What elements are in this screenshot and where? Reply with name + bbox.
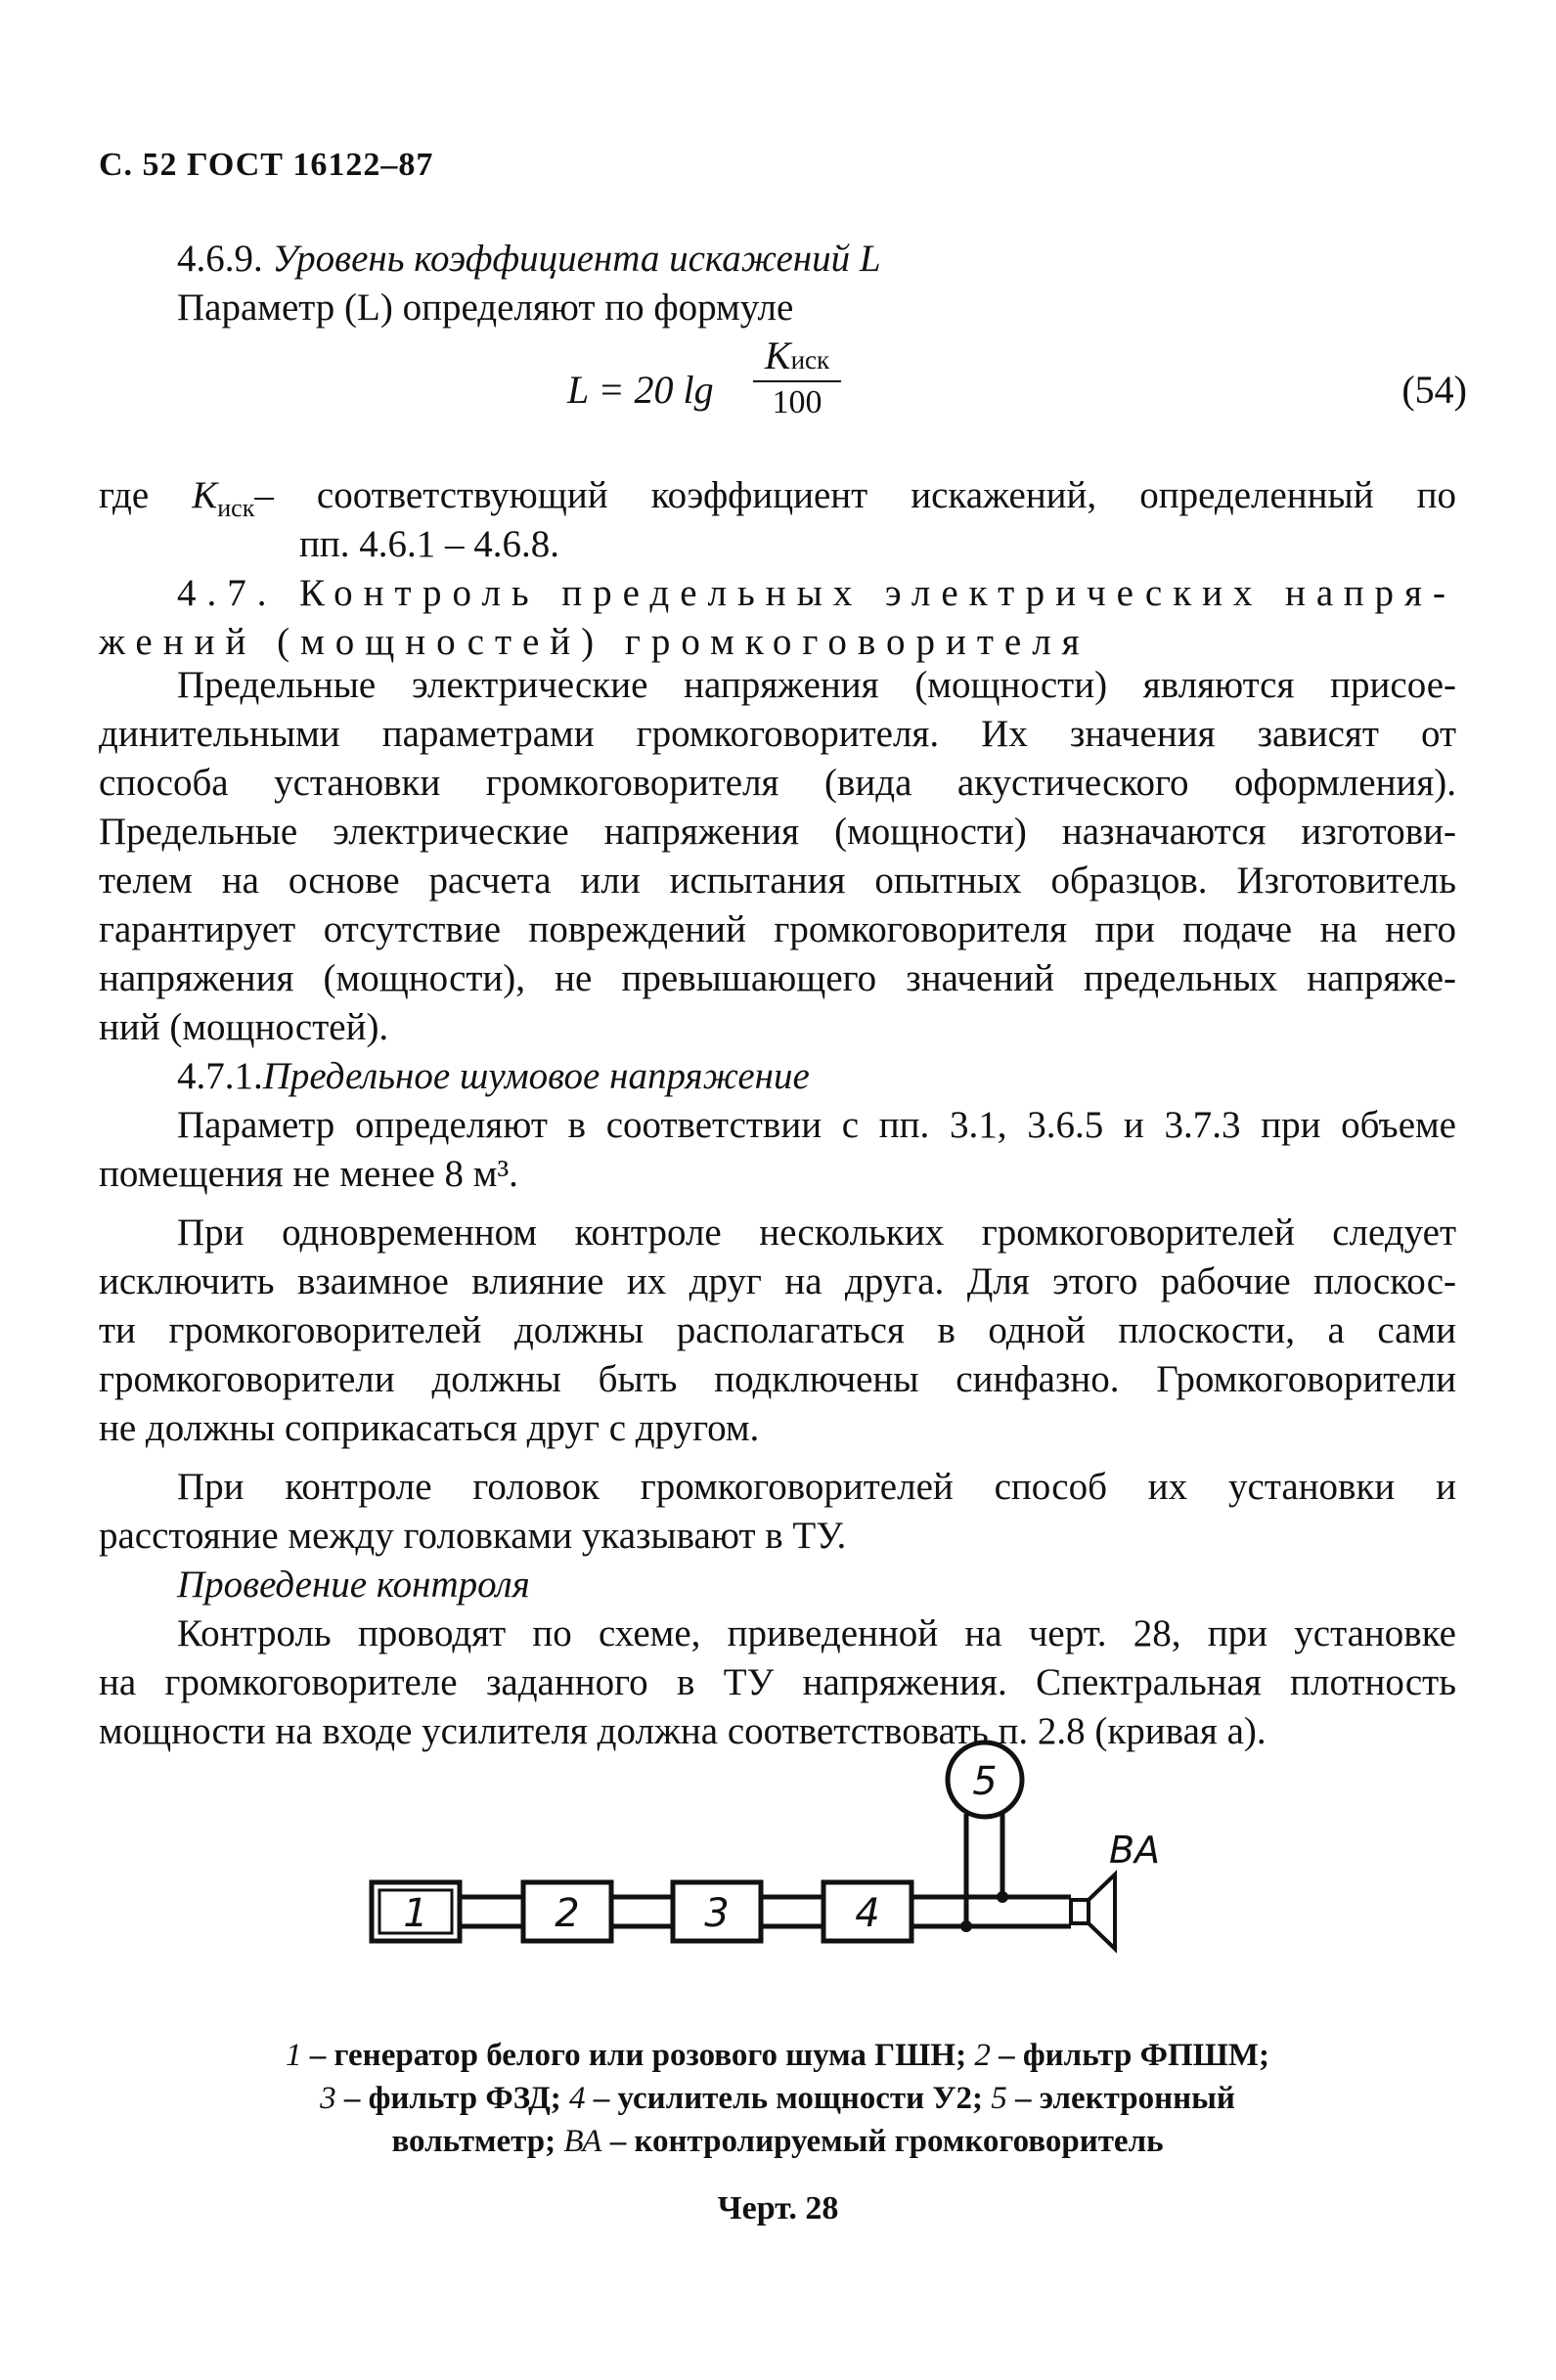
paragraph-line: на громкоговорителе заданного в ТУ напряжения. Спектральная плотность [99, 1661, 1456, 1703]
formula-number: (54) [1401, 368, 1467, 412]
legend-number: 3 [320, 2081, 336, 2116]
paragraph-line: ти громкоговорителей должны располагаться в одной плоскости, а сами [99, 1309, 1456, 1351]
where-k-sub: иск [217, 493, 255, 522]
section-title: Предельное шумовое напряжение [262, 1055, 810, 1097]
formula-numerator-sub: иск [790, 345, 830, 375]
paragraph-line: ний (мощностей). [99, 1006, 389, 1048]
section-number: 4.6.9. [177, 238, 263, 280]
paragraph-line: способа установки громкоговорителя (вида акустического оформления). [99, 762, 1456, 804]
block-3-label: 3 [704, 1891, 730, 1936]
section-4-7-1-title [99, 1052, 1456, 1101]
formula-numerator-k: K [764, 333, 791, 377]
paragraph-line: напряжения (мощности), не превышающего значений предельных напряже- [99, 957, 1456, 999]
paragraph-line: Контроль проводят по схеме, приведенной на черт. 28, при установке [177, 1612, 1456, 1654]
formula-lhs: L = 20 lg [567, 368, 714, 412]
voltmeter-label: 5 [972, 1759, 998, 1804]
legend-text: – фильтр ФПШМ; [990, 2038, 1269, 2073]
legend-number: 2 [974, 2038, 991, 2073]
legend-number: 1 [285, 2038, 302, 2073]
paragraph-line: громкоговорители должны быть подключены синфазно. Громкоговорители [99, 1358, 1456, 1400]
paragraph-line: При контроле головок громкоговорителей способ их установки и [177, 1466, 1456, 1508]
figure-legend-line-1 [147, 2034, 1408, 2077]
paragraph-line: динительными параметрами громкоговорителя. Их значения зависят от [99, 713, 1456, 755]
speaker-label: ВА [1108, 1829, 1161, 1872]
figure-label: Черт. 28 [717, 2190, 839, 2226]
where-text: – соответствующий коэффициент искажений, определенный по [254, 474, 1456, 516]
formula-fraction [753, 332, 841, 421]
paragraph-line: расстояние между головками указывают в ТУ. [99, 1515, 847, 1557]
speaker-body [1071, 1900, 1089, 1923]
junction-dot [960, 1920, 972, 1932]
legend-text: – генератор белого или розового шума ГШН; [301, 2038, 975, 2073]
legend-text: вольтметр; [391, 2124, 564, 2159]
section-4-6-9-title [99, 235, 1456, 284]
paragraph-line: не должны соприкасаться друг с другом. [99, 1407, 760, 1449]
paragraph-line: помещения не менее 8 м³. [99, 1153, 518, 1195]
section-4-7-heading-line-2: жений (мощностей) громкоговорителя [99, 621, 1090, 663]
paragraph-line: телем на основе расчета или испытания опытных образцов. Изготовитель [99, 859, 1456, 902]
paragraph-line: гарантирует отсутствие повреждений громкоговорителя при подаче на него [99, 908, 1456, 950]
section-4-7-heading-line-1: 4.7. Контроль предельных электрических напря- [177, 572, 1456, 614]
where-k-letter: K [192, 474, 218, 516]
legend-text: – усилитель мощности У2; [585, 2081, 992, 2116]
where-prefix: где [99, 474, 150, 516]
formula-where-line-2: пп. 4.6.1 – 4.6.8. [299, 523, 559, 565]
block-2-label: 2 [555, 1891, 580, 1936]
junction-dot [997, 1891, 1008, 1903]
measurement-circuit-diagram [362, 1736, 1183, 2000]
legend-text: – электронный [1006, 2081, 1235, 2116]
legend-number: 5 [991, 2081, 1007, 2116]
figure-legend-line-2 [147, 2077, 1408, 2120]
legend-number: ВА [563, 2124, 602, 2159]
fraction-bar [753, 380, 841, 382]
section-number: 4.7.1. [177, 1055, 263, 1097]
formula-intro: Параметр (L) определяют по формуле [177, 286, 794, 329]
block-4-label: 4 [855, 1891, 880, 1936]
formula-denominator: 100 [772, 384, 822, 420]
paragraph-line: Предельные электрические напряжения (мощности) назначаются изготови- [99, 811, 1456, 853]
subsection-title: Проведение контроля [177, 1564, 530, 1606]
where-k [192, 474, 255, 522]
legend-text: – контролируемый громкоговоритель [601, 2124, 1164, 2159]
page-header: С. 52 ГОСТ 16122–87 [99, 147, 434, 183]
legend-text: – фильтр ФЗД; [335, 2081, 570, 2116]
block-1-label: 1 [403, 1891, 428, 1936]
figure-legend-line-3 [147, 2120, 1408, 2163]
paragraph-line: мощности на входе усилителя должна соответствовать п. 2.8 (кривая а). [99, 1710, 1267, 1752]
paragraph-line: Предельные электрические напряжения (мощности) являются присое- [177, 664, 1456, 706]
paragraph-line: исключить взаимное влияние их друг на друга. Для этого рабочие плоскос- [99, 1260, 1456, 1302]
formula-numerator [753, 332, 841, 378]
section-title: Уровень коэффициента искажений L [272, 238, 881, 280]
formula-54 [567, 332, 1467, 450]
legend-number: 4 [569, 2081, 586, 2116]
paragraph-line: При одновременном контроле нескольких громкоговорителей следует [177, 1212, 1456, 1254]
speaker-cone [1089, 1874, 1115, 1949]
paragraph-line: Параметр определяют в соответствии с пп. 3.1, 3.6.5 и 3.7.3 при объеме [177, 1104, 1456, 1146]
